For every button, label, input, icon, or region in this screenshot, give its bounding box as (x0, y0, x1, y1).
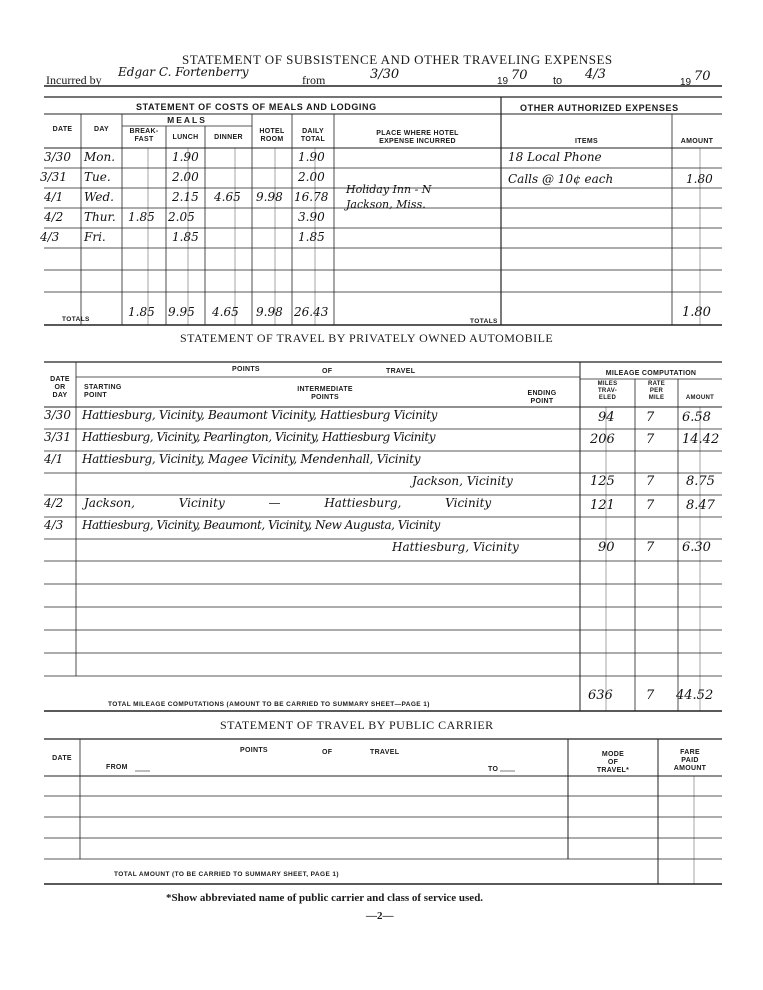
auto-miles: 206 (590, 432, 615, 447)
public-col-from: FROM (106, 764, 128, 771)
col-items-header: ITEMS (575, 138, 598, 145)
auto-miles: 90 (598, 540, 615, 555)
auto-date: 4/1 (44, 452, 64, 466)
auto-total-miles: 636 (588, 688, 613, 703)
meal-day: Thur. (84, 210, 116, 224)
auto-col-ending: ENDING POINT (527, 390, 557, 405)
page-number: —2— (366, 910, 394, 922)
auto-route: Hattiesburg, Vicinity, Pearlington, Vicinity, Hattiesburg Vicinity (82, 430, 435, 444)
auto-amount: 6.30 (682, 540, 711, 555)
public-col-to: TO (488, 766, 499, 773)
auto-route: Hattiesburg, Vicinity, Beaumont, Vicinity, New Augusta, Vicinity (82, 518, 440, 532)
meal-lunch: 2.00 (172, 170, 199, 184)
col-hotel-header: HOTEL ROOM (259, 128, 285, 143)
meals-total-daily: 26.43 (294, 305, 329, 319)
auto-col-starting: STARTING POINT (84, 384, 122, 399)
auto-col-miles: MILES TRAV- ELED (597, 381, 618, 401)
auto-total-amount: 44.52 (676, 688, 714, 703)
meal-day: Tue. (84, 170, 111, 184)
auto-col-rate: RATE PER MILE (647, 381, 666, 401)
meal-date: 4/2 (44, 210, 64, 224)
public-total-label: TOTAL AMOUNT (TO BE CARRIED TO SUMMARY SHEET, PAGE 1) (114, 871, 340, 878)
other-expenses-total: 1.80 (682, 305, 711, 320)
meal-day: Fri. (84, 230, 106, 244)
meals-total-dinner: 4.65 (212, 305, 239, 319)
form-title: STATEMENT OF SUBSISTENCE AND OTHER TRAVELING EXPENSES (182, 52, 613, 67)
meal-lunch: 1.90 (172, 150, 199, 164)
col-lunch-header: LUNCH (172, 134, 199, 141)
public-col-date: DATE (52, 755, 72, 762)
meals-total-lunch: 9.95 (168, 305, 195, 319)
meal-date: 3/30 (44, 150, 71, 164)
year-prefix-2: 19 (680, 77, 692, 88)
public-col-travel: TRAVEL (370, 749, 400, 756)
meal-date: 4/1 (44, 190, 64, 204)
meal-lunch: 1.85 (172, 230, 199, 244)
year-1: 70 (511, 68, 528, 83)
col-meals-header: MEALS (167, 115, 207, 125)
auto-rate: 7 (646, 474, 655, 489)
other-expense-item: Calls @ 10¢ each (508, 172, 614, 186)
auto-amount: 6.58 (682, 410, 711, 425)
year-2: 70 (694, 69, 711, 84)
to-label: to (553, 75, 563, 87)
auto-amount: 8.47 (686, 498, 715, 513)
meal-total: 1.85 (298, 230, 325, 244)
auto-rate: 7 (646, 410, 655, 425)
auto-col-date: DATE OR DAY (50, 376, 70, 399)
auto-route: Hattiesburg, Vicinity, Magee Vicinity, Mendenhall, Vicinity (82, 452, 421, 466)
auto-total-label: TOTAL MILEAGE COMPUTATIONS (AMOUNT TO BE CARRIED TO SUMMARY SHEET—PAGE 1) (108, 701, 430, 708)
public-col-points: POINTS (240, 747, 268, 754)
meal-total: 2.00 (298, 170, 325, 184)
meal-lunch: 2.05 (168, 210, 195, 224)
public-col-fare: FARE PAID AMOUNT (673, 749, 707, 772)
meal-day: Wed. (84, 190, 114, 204)
meals-totals-label: TOTALS (62, 316, 90, 323)
auto-col-of: OF (322, 368, 333, 375)
auto-amount: 8.75 (686, 474, 715, 489)
footnote: *Show abbreviated name of public carrier and class of service used. (166, 892, 484, 904)
col-dinner-header: DINNER (214, 134, 243, 141)
meals-section-title: STATEMENT OF COSTS OF MEALS AND LODGING (136, 102, 377, 112)
auto-date: 3/30 (44, 408, 71, 422)
incurred-by-value: Edgar C. Fortenberry (118, 65, 249, 79)
meal-breakfast: 1.85 (128, 210, 155, 224)
auto-rate: 7 (646, 432, 655, 447)
meal-date: 3/31 (40, 170, 67, 184)
auto-route: Jackson, Vicinity — Hattiesburg, Vicinity (84, 496, 492, 510)
auto-route-cont: Hattiesburg, Vicinity (392, 540, 519, 554)
other-expenses-title: OTHER AUTHORIZED EXPENSES (520, 103, 679, 113)
year-prefix-1: 19 (497, 76, 509, 87)
meal-total: 3.90 (298, 210, 325, 224)
meal-day: Mon. (84, 150, 116, 164)
auto-section-title: STATEMENT OF TRAVEL BY PRIVATELY OWNED AUTOMOBILE (180, 331, 554, 345)
auto-col-travel: TRAVEL (386, 368, 416, 375)
public-section-title: STATEMENT OF TRAVEL BY PUBLIC CARRIER (220, 718, 494, 732)
auto-date: 3/31 (44, 430, 71, 444)
auto-date: 4/2 (44, 496, 64, 510)
meal-hotel: 9.98 (256, 190, 283, 204)
other-totals-label: TOTALS (470, 318, 498, 325)
incurred-by-label: Incurred by (46, 73, 102, 87)
auto-col-mileage: MILEAGE COMPUTATION (605, 370, 697, 377)
auto-date: 4/3 (44, 518, 64, 532)
from-value: 3/30 (370, 67, 400, 82)
auto-miles: 125 (590, 474, 615, 489)
col-daily-total-header: DAILY TOTAL (300, 128, 326, 143)
other-expense-item: 18 Local Phone (508, 150, 602, 164)
auto-miles: 121 (590, 498, 615, 513)
auto-col-intermediate: INTERMEDIATE POINTS (297, 386, 353, 401)
auto-total-rate: 7 (646, 688, 655, 703)
meal-dinner: 4.65 (214, 190, 241, 204)
auto-miles: 94 (598, 410, 615, 425)
auto-col-points: POINTS (232, 366, 260, 373)
meal-place: Holiday Inn - N Jackson, Miss. (346, 183, 432, 211)
auto-route-cont: Jackson, Vicinity (412, 474, 513, 488)
from-label: from (302, 73, 326, 87)
col-day-header: DAY (93, 126, 110, 133)
meal-total: 1.90 (298, 150, 325, 164)
to-value: 4/3 (585, 67, 606, 82)
meal-total: 16.78 (294, 190, 329, 204)
meals-total-hotel: 9.98 (256, 305, 283, 319)
col-amount-header: AMOUNT (680, 138, 714, 145)
meal-date: 4/3 (40, 230, 60, 244)
auto-col-amount: AMOUNT (685, 395, 715, 401)
other-expense-amount: 1.80 (686, 172, 713, 186)
meal-lunch: 2.15 (172, 190, 199, 204)
public-col-mode: MODE OF TRAVEL* (596, 751, 630, 774)
col-date-header: DATE (52, 126, 73, 133)
auto-rate: 7 (646, 498, 655, 513)
auto-rate: 7 (646, 540, 655, 555)
auto-amount: 14.42 (682, 432, 720, 447)
col-breakfast-header: BREAK- FAST (129, 128, 159, 143)
meals-total-breakfast: 1.85 (128, 305, 155, 319)
col-place-header: PLACE WHERE HOTEL EXPENSE INCURRED (376, 130, 459, 145)
auto-route: Hattiesburg, Vicinity, Beaumont Vicinity, Hattiesburg Vicinity (82, 408, 438, 422)
public-col-of: OF (322, 749, 333, 756)
